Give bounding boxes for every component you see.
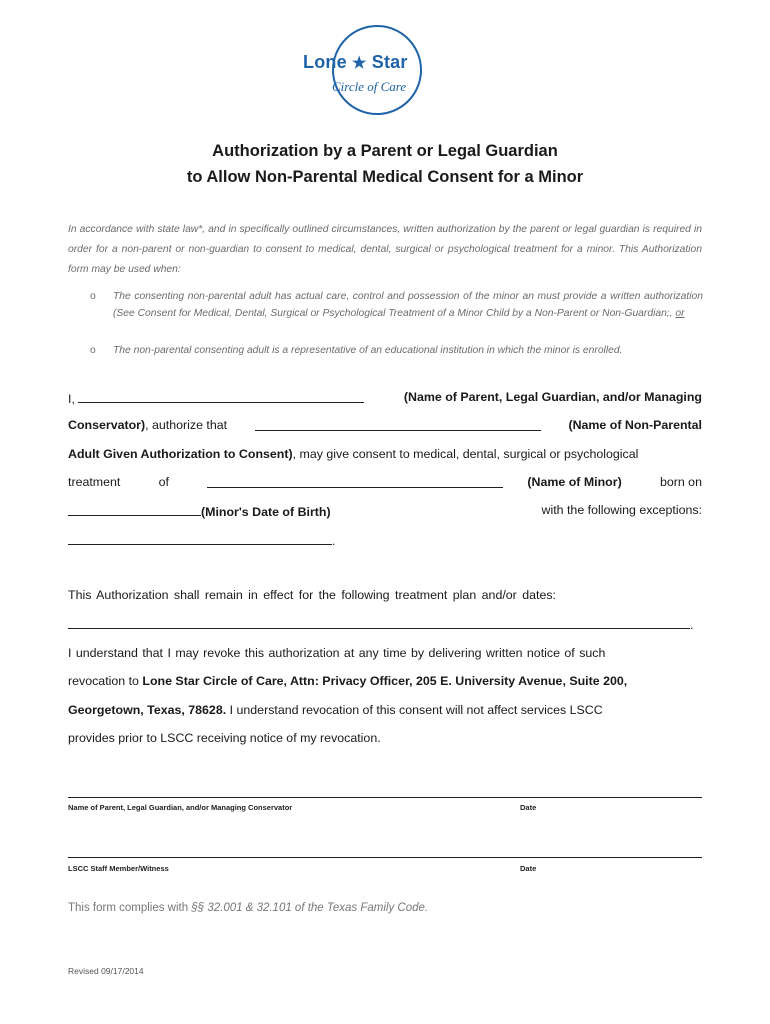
bullet-item-2-text: The non-parental consenting adult is a representative of an educational institution in which the minor is enrolled. — [113, 345, 623, 356]
body-line-6 — [68, 532, 702, 548]
parent-signature-line[interactable] — [68, 797, 702, 798]
body-line-2 — [68, 418, 702, 432]
nonparental-label-cont: Adult Given Authorization to Consent) — [68, 447, 293, 461]
minor-name-label: (Name of Minor) — [527, 475, 622, 489]
address-city: Georgetown, Texas, 78628. — [68, 703, 227, 717]
revision-date: Revised 09/17/2014 — [68, 966, 144, 976]
body-line-1 — [68, 390, 702, 406]
witness-signature-line[interactable] — [68, 857, 702, 858]
treatment-text: treatment — [68, 475, 121, 489]
nonparental-label: (Name of Non-Parental — [568, 418, 702, 432]
born-on-text: born on — [659, 475, 702, 489]
revoke-line-3-post: I understand revocation of this consent will not affect services LSCC — [226, 703, 603, 717]
legal-compliance-note: This form complies with §§ 32.001 & 32.101 of the Texas Family Code. — [68, 902, 429, 914]
period-text: . — [332, 534, 336, 548]
bullet-item-1-or: or — [675, 308, 685, 319]
period-text: . — [690, 618, 694, 632]
star-icon: ★ — [352, 55, 367, 72]
bullet-marker: o — [90, 291, 96, 302]
revoke-line-1: I understand that I may revoke this authorization at any time by delivering written notice of such — [68, 646, 606, 660]
revoke-line-2-pre: revocation to — [68, 674, 143, 688]
privacy-officer-address: Lone Star Circle of Care, Attn: Privacy Officer, 205 E. University Avenue, Suite 200, — [142, 674, 628, 688]
revoke-line-2 — [68, 674, 702, 688]
bullet-marker: o — [90, 345, 96, 356]
revoke-line-4: provides prior to LSCC receiving notice of my revocation. — [68, 731, 381, 745]
logo-subtitle: Circle of Care — [332, 79, 407, 94]
minor-name-field[interactable] — [207, 475, 503, 488]
bullet-item-1-text: The consenting non-parental adult has actual care, control and possession of the minor an must provide a written authorization (See Consent for Medical, Dental, Surgical or Psychological Treatment of a Minor Child by a Non-Parent or Non-Guardian;, — [113, 291, 703, 319]
may-give-consent-text: , may give consent to medical, dental, surgical or psychological — [292, 447, 639, 461]
witness-date-label: Date — [520, 864, 537, 873]
exceptions-field[interactable] — [68, 532, 332, 545]
minor-dob-label: (Minor's Date of Birth) — [201, 505, 331, 519]
parent-name-field[interactable] — [78, 390, 364, 403]
revoke-line-3 — [68, 703, 702, 717]
authorize-that-text: , authorize that — [145, 418, 228, 432]
minor-dob-field[interactable] — [68, 503, 201, 516]
form-title-line1: Authorization by a Parent or Legal Guardian — [212, 142, 558, 160]
of-text: of — [158, 475, 169, 489]
witness-signature-label: LSCC Staff Member/Witness — [68, 864, 169, 873]
body-line-4 — [68, 475, 702, 489]
i-label: I, — [68, 392, 75, 406]
form-title-line2: to Allow Non-Parental Medical Consent for a Minor — [186, 168, 584, 186]
parent-signature-label: Name of Parent, Legal Guardian, and/or Managing Conservator — [68, 803, 293, 812]
treatment-plan-field[interactable] — [68, 616, 690, 629]
logo-name: Lone ★ Star — [303, 52, 408, 72]
intro-paragraph: In accordance with state law*, and in specifically outlined circumstances, written authorization by the parent or legal guardian is required in order for a non-parent or non-guardian to consent to medical, dental, surgical or psychological treatment for a minor. This Authorization form may be used when: — [68, 224, 702, 275]
body-line-treatment-plan — [68, 616, 702, 632]
exceptions-text: with the following exceptions: — [541, 503, 702, 517]
body-line-5 — [68, 503, 702, 519]
lone-star-logo — [300, 24, 426, 116]
remain-effect-text: This Authorization shall remain in effect for the following treatment plan and/or dates: — [68, 588, 556, 602]
parent-date-label: Date — [520, 803, 537, 812]
body-line-3 — [68, 447, 702, 461]
nonparental-name-field[interactable] — [255, 418, 541, 431]
parent-name-label: (Name of Parent, Legal Guardian, and/or Managing — [403, 390, 702, 404]
conservator-label: Conservator) — [68, 418, 146, 432]
